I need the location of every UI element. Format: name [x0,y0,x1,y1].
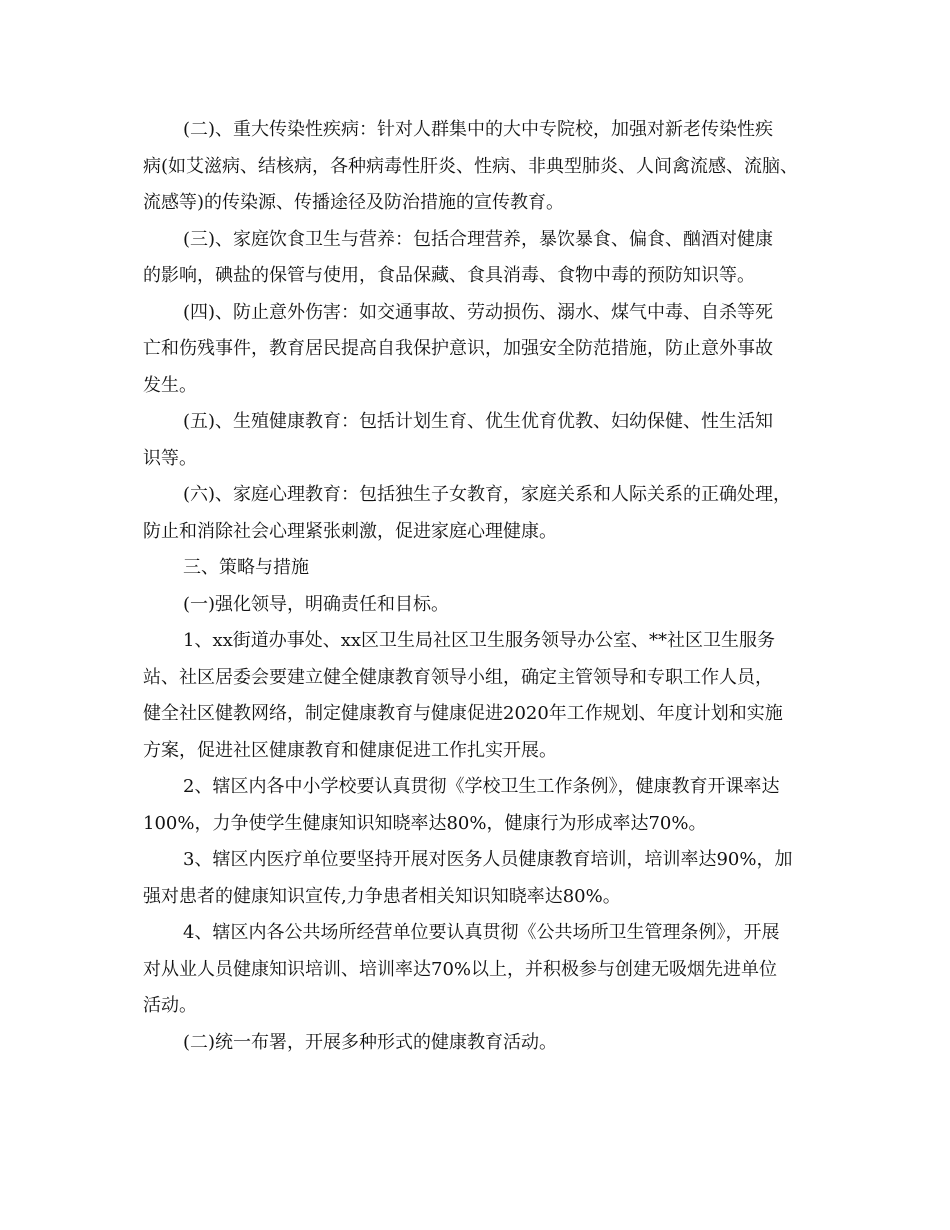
document-body [143,112,823,1061]
paragraph-line: 100%，力争使学生健康知识知晓率达80%，健康行为形成率达70%。 [143,812,707,834]
paragraph-line: 4、辖区内各公共场所经营单位要认真贯彻《公共场所卫生管理条例》，开展 [183,922,780,943]
paragraph-line: 2、辖区内各中小学校要认真贯彻《学校卫生工作条例》，健康教育开课率达 [183,776,780,797]
paragraph-line: 活动。 [143,995,197,1016]
paragraph-line: (五)、生殖健康教育：包括计划生育、优生优育优教、妇幼保健、性生活知 [183,411,774,432]
subsection-heading: (二)统一布署，开展多种形式的健康教育活动。 [183,1031,558,1053]
paragraph-line: (二)、重大传染性疾病：针对人群集中的大中专院校，加强对新老传染性疾 [183,119,774,140]
paragraph-line: 流感等)的传染源、传播途径及防治措施的宣传教育。 [143,192,565,213]
subsection-heading: (一)强化领导，明确责任和目标。 [183,593,450,615]
paragraph-line: (六)、家庭心理教育：包括独生子女教育，家庭关系和人际关系的正确处理， [183,484,792,505]
paragraph-line: 站、社区居委会要建立健全健康教育领导小组，确定主管领导和专职工作人员， [143,666,773,688]
paragraph-line: 3、辖区内医疗单位要坚持开展对医务人员健康教育培训，培训率达90%，加 [183,849,793,870]
paragraph-line: 病(如艾滋病、结核病，各种病毒性肝炎、性病、非典型肺炎、人间禽流感、流脑、 [143,155,799,177]
paragraph-line: 健全社区健教网络，制定健康教育与健康促进2020年工作规划、年度计划和实施 [143,703,783,724]
paragraph-line: 强对患者的健康知识宣传,力争患者相关知识知晓率达80%。 [143,885,621,907]
paragraph-line: 识等。 [143,447,197,469]
paragraph-line: 发生。 [143,374,197,396]
section-heading: 三、策略与措施 [183,557,309,578]
paragraph-line: 方案，促进社区健康教育和健康促进工作扎实开展。 [143,739,557,761]
paragraph-line: 对从业人员健康知识培训、培训率达70%以上，并积极参与创建无吸烟先进单位 [143,958,778,980]
paragraph-line: (三)、家庭饮食卫生与营养：包括合理营养，暴饮暴食、偏食、酗酒对健康 [183,228,774,250]
paragraph-line: (四)、防止意外伤害：如交通事故、劳动损伤、溺水、煤气中毒、自杀等死 [183,301,774,323]
paragraph-line: 防止和消除社会心理紧张刺激，促进家庭心理健康。 [143,520,557,542]
paragraph-line: 亡和伤残事件，教育居民提高自我保护意识，加强安全防范措施，防止意外事故 [143,338,773,359]
paragraph-line: 的影响，碘盐的保管与使用，食品保藏、食具消毒、食物中毒的预防知识等。 [143,265,755,286]
paragraph-line: 1、xx街道办事处、xx区卫生局社区卫生服务领导办公室、**社区卫生服务 [183,630,776,651]
